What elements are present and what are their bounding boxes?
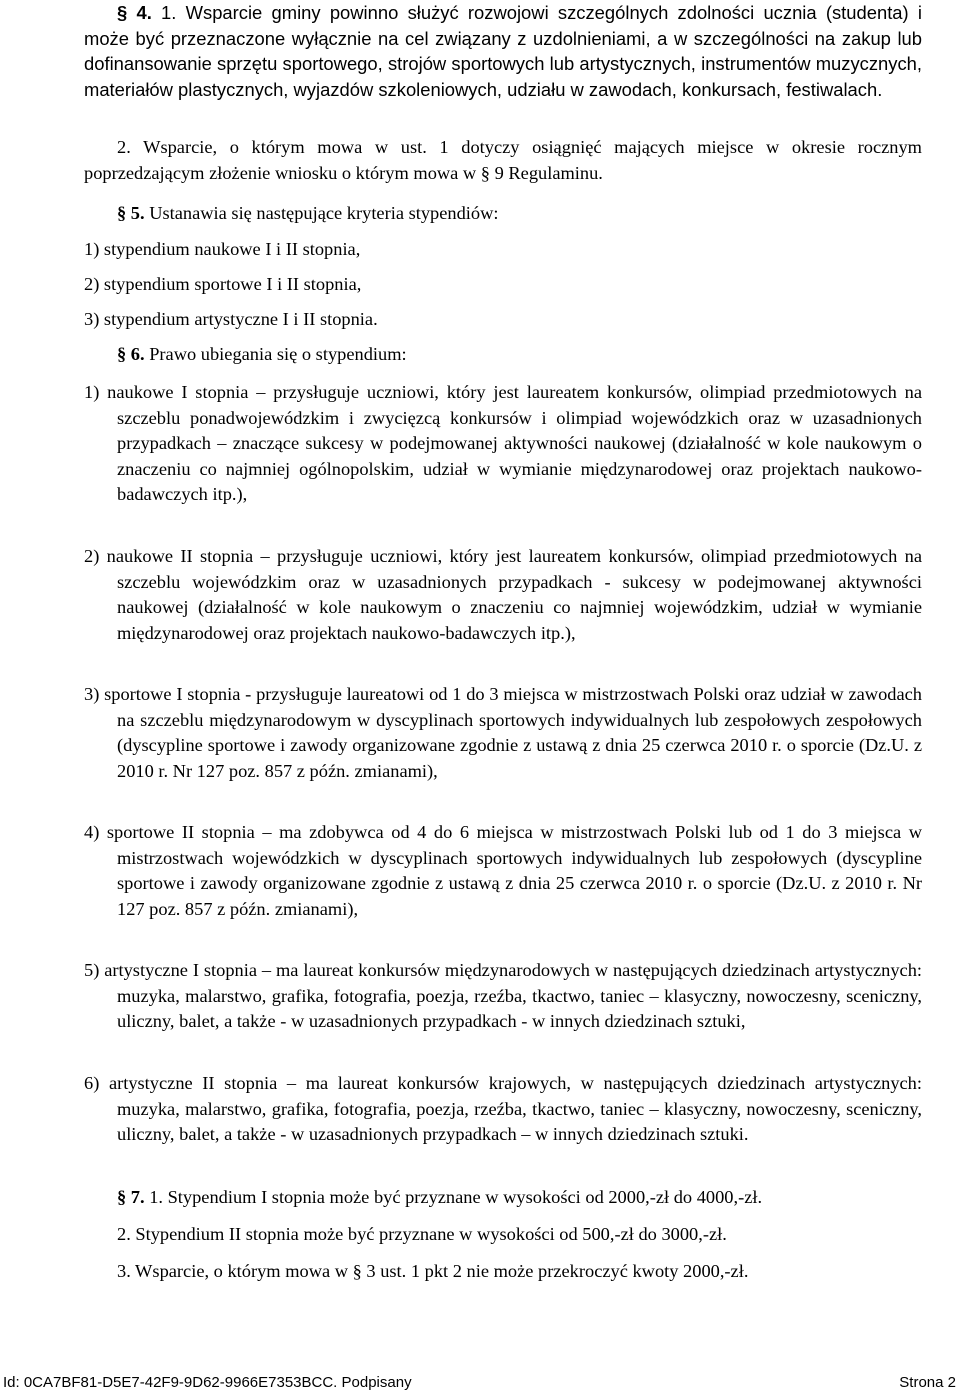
list-item: 3) stypendium artystyczne I i II stopnia.: [84, 309, 378, 329]
section-7-paragraph: § 7. 1. Stypendium I stopnia może być przyznane w wysokości od 2000,-zł do 4000,-zł.: [117, 1187, 763, 1207]
list-item: 2) naukowe II stopnia – przysługuje uczniowi, który jest laureatem konkursów, olimpiad przedmiotowych na szczeblu wojewódzkim oraz w uzasadnionych przypadkach - sukcesy w podejmowanej aktywności naukowej (działalność w kole naukowym o znaczeniu co najmniej wojewódzkim, udział w wymianie międzynarodowej oraz projektach naukowo-badawczych itp.),: [84, 546, 922, 643]
section-4-text: 1. Wsparcie gminy powinno służyć rozwojowi szczególnych zdolności ucznia (studenta) i może być przeznaczone wyłącznie na cel związany z uzdolnieniami, a w szczególności na zakup lub dofinansowanie sprzętu sportowego, strojów sportowych lub artystycznych, instrumentów muzycznych, materiałów plastycznych, wyjazdów szkoleniowych, udziału w zawodach, konkursach, festiwalach.: [84, 2, 922, 100]
section-6-paragraph: § 6. Prawo ubiegania się o stypendium:: [117, 344, 407, 364]
section-7-number: § 7.: [117, 1187, 145, 1207]
section-6-number: § 6.: [117, 344, 145, 364]
page-footer: [0, 1373, 960, 1393]
section-5-paragraph: § 5. Ustanawia się następujące kryteria stypendiów:: [117, 203, 499, 223]
section-7-item-3: 3. Wsparcie, o którym mowa w § 3 ust. 1 pkt 2 nie może przekroczyć kwoty 2000,-zł.: [117, 1261, 749, 1281]
list-item: 6) artystyczne II stopnia – ma laureat konkursów krajowych, w następujących dziedzinach artystycznych: muzyka, malarstwo, grafika, fotografia, poezja, rzeźba, tkactwo, taniec – klasyczny, nowoczesny, sceniczny, uliczny, balet, a także - w uzasadnionych przypadkach – w innych dziedzinach sztuki.: [84, 1073, 922, 1144]
list-item: 2) stypendium sportowe I i II stopnia,: [84, 274, 362, 294]
section-4-paragraph: [84, 0, 922, 102]
list-item: 1) naukowe I stopnia – przysługuje uczniowi, który jest laureatem konkursów, olimpiad przedmiotowych na szczeblu ponadwojewódzkim i zwycięzcą konkursów i olimpiad wojewódzkich oraz w uzasadnionych przypadkach – znaczące sukcesy w podejmowanej aktywności naukowej (działalność w kole naukowym o znaczeniu co najmniej ogólnopolskim, udział w wymianie międzynarodowej oraz projektach naukowo-badawczych itp.),: [84, 382, 922, 504]
section-4-number: § 4.: [117, 2, 152, 23]
section-4-item-2: 2. Wsparcie, o którym mowa w ust. 1 dotyczy osiągnięć mających miejsce w okresie rocznym poprzedzającym złożenie wniosku o którym mowa w § 9 Regulaminu.: [84, 137, 922, 183]
list-item: 3) sportowe I stopnia - przysługuje laureatowi od 1 do 3 miejsca w mistrzostwach Polski oraz udział w zawodach na szczeblu międzynarodowym w dyscyplinach sportowych indywidualnych lub zespołowych zespołowych (dyscypline sportowe i zawody organizowane zgodnie z ustawą z dnia 25 czerwca 2010 r. o sporcie (Dz.U. z 2010 r. Nr 127 poz. 857 z późn. zmianami),: [84, 684, 922, 781]
section-7-item-2: 2. Stypendium II stopnia może być przyznane w wysokości od 500,-zł do 3000,-zł.: [117, 1224, 727, 1244]
page-number: Strona 2: [899, 1374, 956, 1391]
list-item: 1) stypendium naukowe I i II stopnia,: [84, 239, 361, 259]
list-item: 5) artystyczne I stopnia – ma laureat konkursów międzynarodowych w następujących dziedzinach artystycznych: muzyka, malarstwo, grafika, fotografia, poezja, rzeźba, tkactwo, taniec – klasyczny, nowoczesny, sceniczny, uliczny, balet, a także - w uzasadnionych przypadkach - w innych dziedzinach sztuki,: [84, 960, 922, 1031]
list-item: 4) sportowe II stopnia – ma zdobywca od 4 do 6 miejsca w mistrzostwach Polski lub od 1 do 3 miejsca w mistrzostwach wojewódzkich w dyscyplinach sportowych indywidualnych lub zespołowych (dyscypline sportowe i zawody organizowane zgodnie z ustawą z dnia 25 czerwca 2010 r. o sporcie (Dz.U. z 2010 r. Nr 127 poz. 857 z późn. zmianami),: [84, 822, 922, 919]
section-5-number: § 5.: [117, 203, 145, 223]
document-id: Id: 0CA7BF81-D5E7-42F9-9D62-9966E7353BCC. Podpisany: [3, 1374, 412, 1391]
